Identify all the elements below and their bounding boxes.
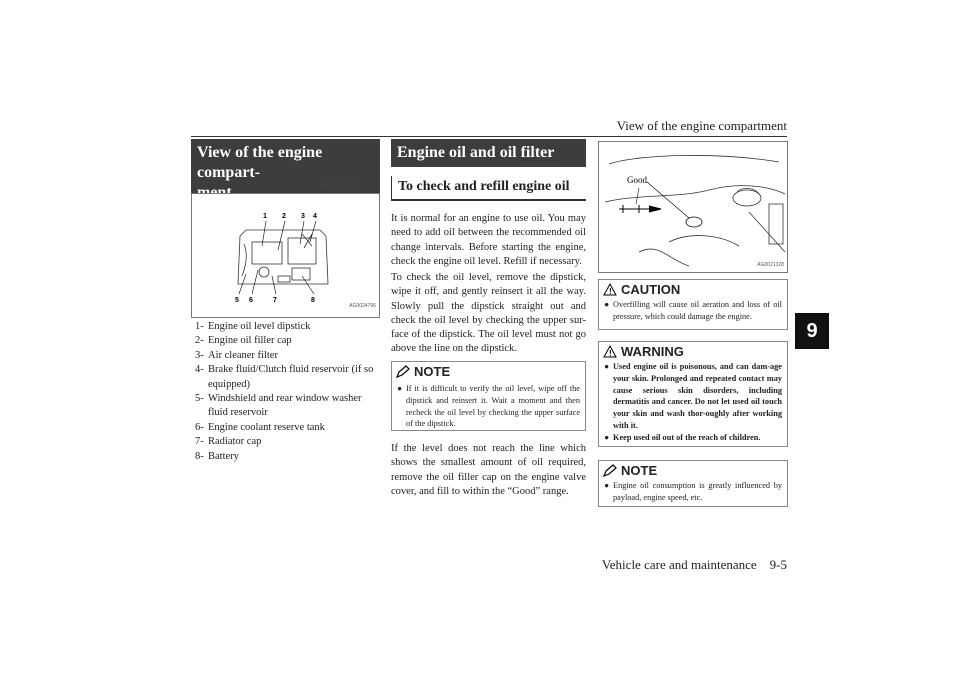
svg-text:!: ! [609, 349, 612, 358]
component-list [195, 320, 378, 464]
list-item: 4- Brake fluid/Clutch fluid reservoir (if so equipped) [195, 364, 374, 390]
chapter-tab: 9 [795, 313, 829, 349]
list-item: 5- Windshield and rear window washer fluid reservoir [195, 393, 362, 419]
note-item: ● If it is difficult to verify the oil level, wipe off the dipstick and reinsert it. Wait a moment and then recheck the oil level by checking the upper surface of the dipstick. [397, 384, 580, 429]
bullet-icon: ● [397, 384, 403, 393]
note-box [598, 460, 788, 507]
list-item: 1- Engine oil level dipstick [195, 321, 311, 332]
note-header: NOTE [599, 461, 787, 480]
warning-triangle-icon [603, 283, 617, 296]
list-item: 8- Battery [195, 450, 239, 462]
list-item: 3- Air cleaner filter [195, 349, 278, 361]
bullet-icon: ● [604, 432, 610, 442]
list-item: 6- Engine coolant reserve tank [195, 421, 325, 433]
pencil-note-icon [603, 464, 617, 477]
dipstick-figure [598, 141, 788, 273]
note-header: NOTE [392, 362, 585, 381]
svg-text:!: ! [609, 287, 612, 296]
bullet-icon: ● [604, 481, 610, 490]
callout-3: 3 [301, 213, 305, 220]
engine-compartment-figure [191, 193, 380, 318]
caution-header: ! CAUTION [599, 280, 787, 299]
good-label: Good [627, 175, 647, 185]
warning-box [598, 341, 788, 447]
callout-7: 7 [273, 297, 277, 304]
bullet-icon: ● [604, 300, 610, 309]
paragraph-1: It is normal for an engine to use oil. You may need to add oil between the recommended oil change intervals. Before starting the engine, check the engine oil level. Refill if necessary. [391, 213, 586, 267]
running-header: View of the engine compartment [616, 118, 787, 133]
subheading-check-refill: To check and refill engine oil [391, 176, 586, 201]
dipstick-illustration [599, 142, 787, 272]
section-heading-engine-compartment: View of the engine compart- [191, 139, 380, 207]
note-box [391, 361, 586, 431]
section-code: N00937702053 [522, 162, 560, 168]
header-rule [191, 136, 787, 137]
section-code: N00937600625 [320, 183, 358, 189]
warning-item: ● Used engine oil is poisonous, and can dam-age your skin. Prolonged and repeated contact may cause serious skin disorders, including dermatitis and cancer. Do not let used oil touch your skin and wash thor-oughly after working with it. [604, 362, 782, 430]
warning-triangle-icon [603, 345, 617, 358]
pencil-note-icon [396, 365, 410, 378]
caution-item: ● Overfilling will cause oil aeration and loss of oil pressure, which could damage the engine. [604, 300, 782, 321]
callout-2: 2 [282, 213, 286, 220]
callout-5: 5 [235, 297, 239, 304]
callout-4: 4 [313, 213, 317, 220]
note-item: ● Engine oil consumption is greatly influenced by payload, engine speed, etc. [604, 481, 782, 502]
section-heading-engine-oil: Engine oil and oil filter [391, 139, 586, 167]
figure-code: AG0021328 [757, 262, 784, 268]
page-footer: Vehicle care and maintenance 9-5 [601, 557, 787, 572]
warning-item: ● Keep used oil out of the reach of children. [604, 432, 761, 442]
warning-header: ! WARNING [599, 342, 787, 361]
paragraph-2: To check the oil level, remove the dipstick, wipe it off, and gently reinsert it all the way. Slowly pull the dipstick straight out and check the oil level by checking the upper sur-face of the dipstick. The oil level must not go above the line on the dipstick. [391, 272, 586, 355]
callout-6: 6 [249, 297, 253, 304]
figure-code: AG0024796 [349, 303, 376, 309]
list-item: 7- Radiator cap [195, 436, 262, 448]
engine-compartment-illustration [192, 194, 379, 317]
callout-8: 8 [311, 297, 315, 304]
bullet-icon: ● [604, 362, 610, 371]
list-item: 2- Engine oil filler cap [195, 335, 292, 347]
callout-1: 1 [263, 213, 267, 220]
caution-box [598, 279, 788, 330]
paragraph-3: If the level does not reach the line which shows the smallest amount of oil required, remove the oil filler cap on the engine valve cover, and fill to within the “Good” range. [391, 443, 586, 497]
